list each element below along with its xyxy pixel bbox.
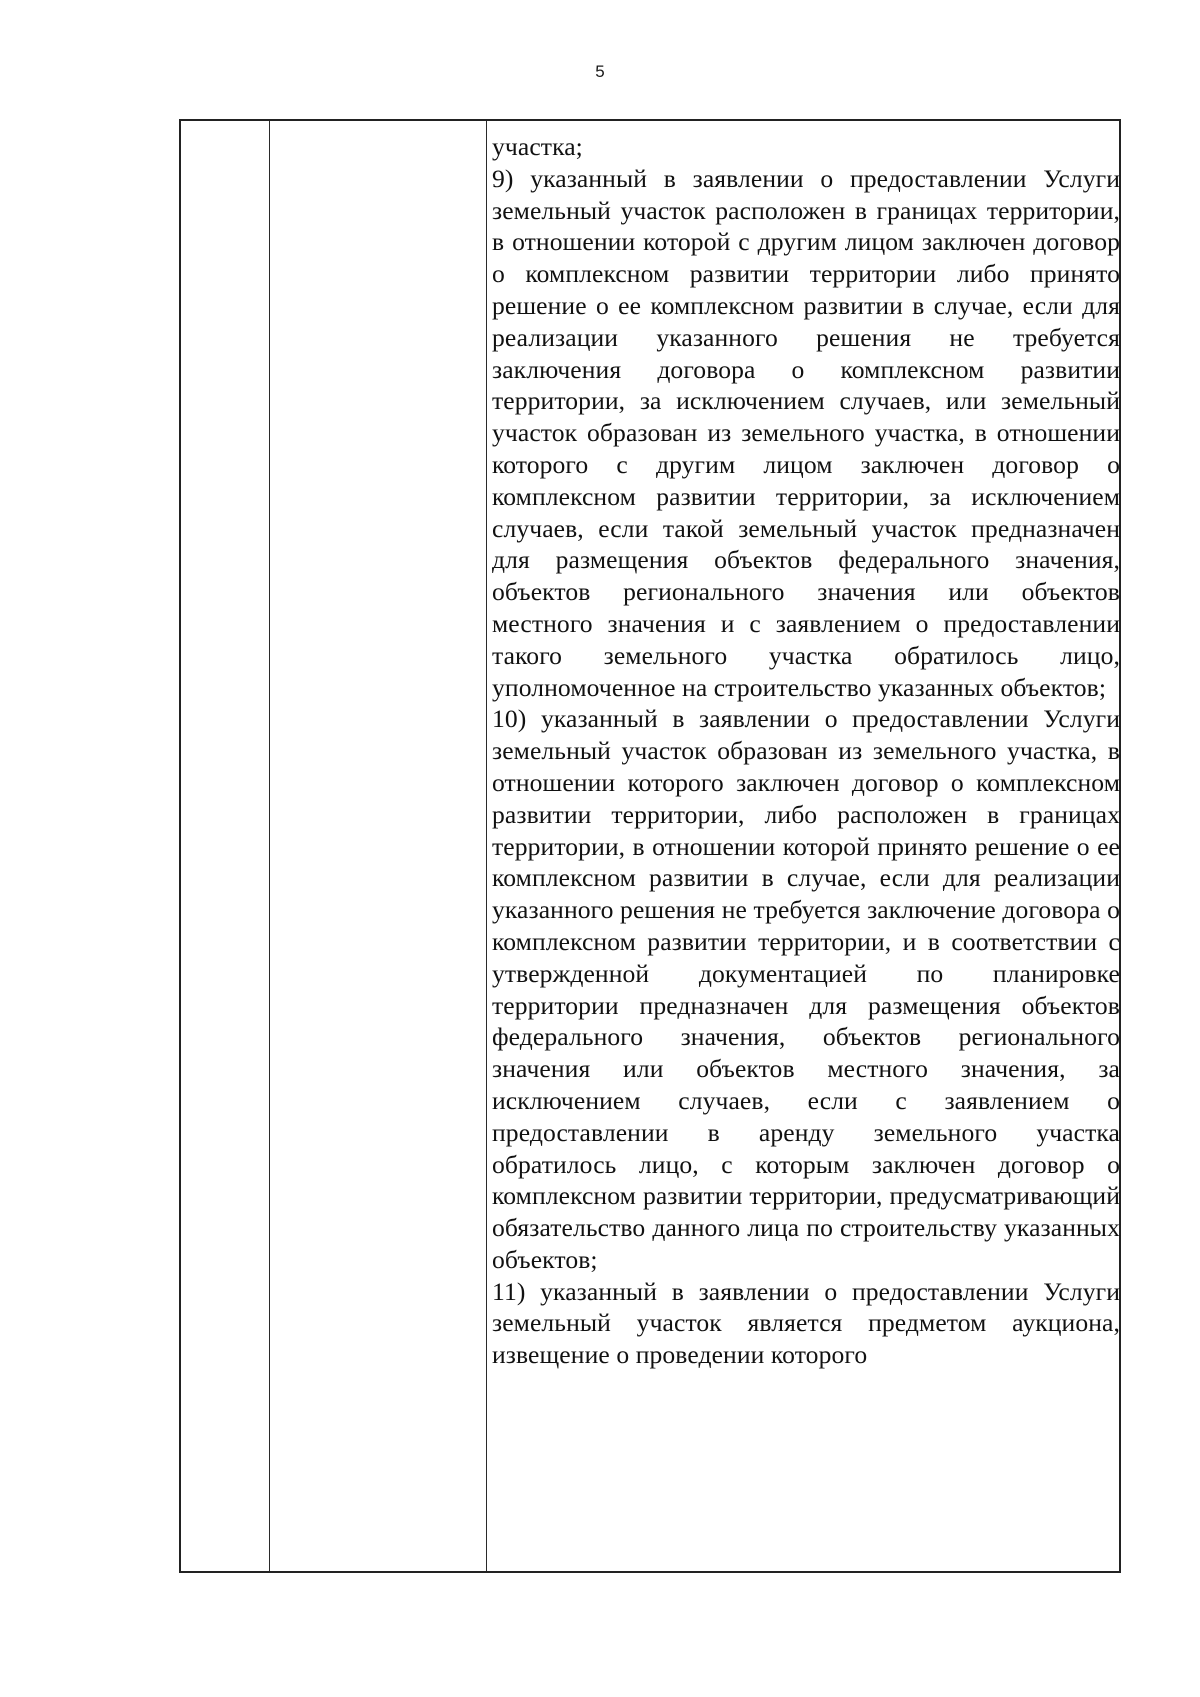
page-number: 5: [595, 62, 605, 81]
table-cell-title: [270, 121, 486, 1571]
table-cell-number: [181, 121, 269, 1571]
paragraph-item-10: 10) указанный в заявлении о предоставлении Услуги земельный участок образован из земельного участка, в отношении которого заключен договор о комплексном развитии территории, либо расположен в границах территории, в отношении которой принято решение о ее комплексном развитии в случае, если для реализации указанного решения не требуется заключение договора о комплексном развитии территории, и в соответствии с утвержденной документацией по планировке территории предназначен для размещения объектов федерального значения, объектов регионального значения или объектов местного значения, за исключением случаев, если с заявлением о предоставлении в аренду земельного участка обратилось лицо, с которым заключен договор о комплексном развитии территории, предусматривающий обязательство данного лица по строительству указанных объектов;: [492, 704, 1120, 1274]
paragraph-continuation: участка;: [492, 132, 583, 161]
column-divider: [486, 121, 487, 1571]
paragraph-item-11: 11) указанный в заявлении о предоставлении Услуги земельный участок является предметом аукциона, извещение о проведении которого: [492, 1276, 1120, 1370]
paragraph-item-9: 9) указанный в заявлении о предоставлении Услуги земельный участок расположен в границах территории, в отношении которой с другим лицом заключен договор о комплексном развитии территории либо принято решение о ее комплексном развитии в случае, если для реализации указанного решения не требуется заключения договора о комплексном развитии территории, за исключением случаев, или земельный участок образован из земельного участка, в отношении которого с другим лицом заключен договор о комплексном развитии территории, за исключением случаев, если такой земельный участок предназначен для размещения объектов федерального значения, объектов регионального значения или объектов местного значения и с заявлением о предоставлении такого земельного участка обратилось лицо, уполномоченное на строительство указанных объектов;: [492, 163, 1120, 702]
table-cell-content: [492, 131, 1120, 1371]
requirements-table: [179, 119, 1121, 1573]
